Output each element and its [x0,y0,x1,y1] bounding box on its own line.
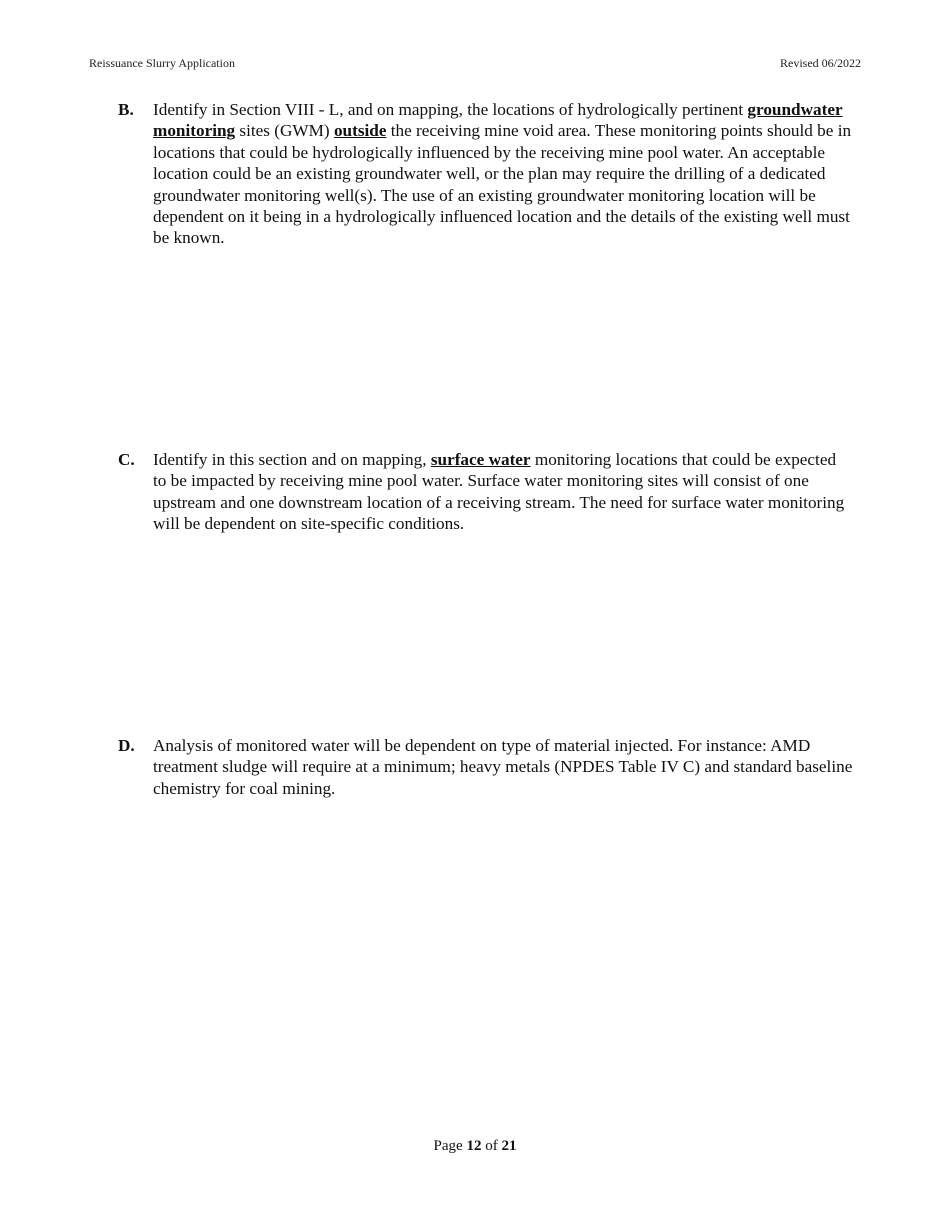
item-letter-c: C. [118,450,135,469]
page-number [0,1138,950,1155]
header-revision: Revised 06/2022 [780,56,861,70]
item-body-c [153,449,853,535]
item-b-text-1: Identify in Section VIII - L, and on mapping, the locations of hydrologically pertinent [153,100,748,119]
section-item-b [118,99,853,249]
item-b-emphasis-outside: outside [333,121,387,141]
item-b-text-3: the receiving mine void area. These monitoring points should be in locations that could be hydrologically influenced by the receiving mine pool water. An acceptable location could be an existing groundwater well, or the plan may require the drilling of a dedicated groundwater monitoring well(s). The use of an existing groundwater monitoring location will be dependent on it being in a hydrologically influenced location and the details of the existing well must be known. [153,121,852,248]
current-page: 12 [466,1138,482,1154]
item-c-text-1: Identify in this section and on mapping, [153,450,431,469]
item-body-d [153,735,853,799]
item-c-text-2: monitoring locations that could be expected to be impacted by receiving mine pool water. Surface water monitoring sites will consist of one upstream and one downstream location of a receiving stream. The need for surface water monitoring will be dependent on site-specific conditions. [153,450,845,534]
item-body-b [153,99,853,249]
item-b-emphasis-groundwater: groundwater monitoring [153,100,843,141]
section-item-d [118,735,853,799]
page-label: Page [433,1138,463,1154]
item-letter-d: D. [118,736,135,755]
of-label: of [485,1138,498,1154]
header-title: Reissuance Slurry Application [89,56,235,70]
item-c-emphasis-surface-water: surface water [430,450,531,469]
item-d-text-1: Analysis of monitored water will be dependent on type of material injected. For instance: AMD treatment sludge will require at a minimum; heavy metals (NPDES Table IV C) and standard baseline chemistry for coal mining. [153,736,853,798]
item-b-text-2: sites (GWM) [235,121,334,141]
item-letter-b: B. [118,100,134,119]
section-item-c [118,449,853,535]
total-pages: 21 [501,1138,517,1154]
